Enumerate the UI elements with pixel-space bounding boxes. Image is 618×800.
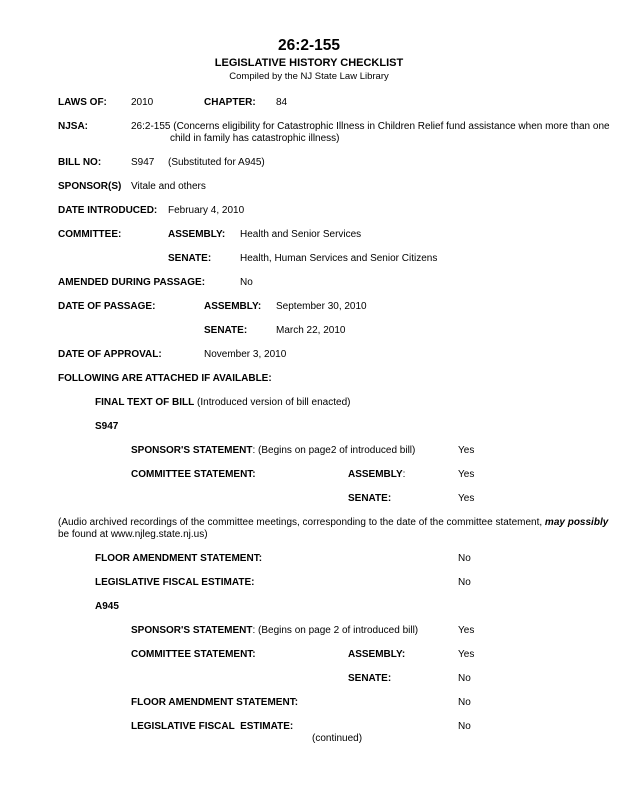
- a945-committee-assembly-value: Yes: [458, 649, 475, 660]
- compiled-by: Compiled by the NJ State Law Library: [229, 71, 389, 82]
- audio-note-emphasis: may possibly: [544, 517, 609, 528]
- laws-of-year: 2010: [131, 97, 154, 108]
- audio-note-line2: be found at www.njleg.state.nj.us): [58, 529, 208, 540]
- passage-senate-label: SENATE:: [204, 325, 248, 336]
- chapter-number: 84: [276, 97, 288, 108]
- attached-heading: FOLLOWING ARE ATTACHED IF AVAILABLE:: [58, 373, 272, 384]
- committee-label: COMMITTEE:: [58, 229, 122, 240]
- bill-number: S947: [131, 157, 155, 168]
- s947-sponsor-statement-label: SPONSOR'S STATEMENT: [131, 445, 253, 456]
- floor-amendment-value: No: [458, 553, 471, 564]
- a945-fiscal-estimate-label: LEGISLATIVE FISCAL ESTIMATE:: [131, 721, 294, 732]
- final-text-label: FINAL TEXT OF BILL: [95, 397, 195, 408]
- fiscal-estimate-label: LEGISLATIVE FISCAL ESTIMATE:: [95, 577, 255, 588]
- s947-committee-statement-label: COMMITTEE STATEMENT:: [131, 469, 256, 480]
- committee-senate-value: Health, Human Services and Senior Citizens: [240, 253, 438, 264]
- date-introduced-value: February 4, 2010: [168, 205, 245, 216]
- a945-committee-senate-value: No: [458, 673, 471, 684]
- date-of-approval-value: November 3, 2010: [204, 349, 287, 360]
- committee-assembly-label: ASSEMBLY:: [168, 229, 226, 240]
- njsa-description-line1: 26:2-155 (Concerns eligibility for Catastrophic Illness in Children Relief fund assistance when more than one: [131, 121, 610, 132]
- chapter-label: CHAPTER:: [204, 97, 256, 108]
- document-title: LEGISLATIVE HISTORY CHECKLIST: [214, 57, 404, 69]
- s947-sponsor-statement-note: : (Begins on page2 of introduced bill): [252, 445, 416, 456]
- a945-label: A945: [95, 601, 119, 612]
- date-of-passage-label: DATE OF PASSAGE:: [58, 301, 156, 312]
- laws-of-label: LAWS OF:: [58, 97, 107, 108]
- passage-assembly-label: ASSEMBLY:: [204, 301, 262, 312]
- final-text-row: [95, 397, 350, 409]
- a945-sponsor-statement-row: [131, 625, 418, 637]
- a945-floor-amendment-label: FLOOR AMENDMENT STATEMENT:: [131, 697, 299, 708]
- committee-senate-label: SENATE:: [168, 253, 212, 264]
- a945-sponsor-statement-label: SPONSOR'S STATEMENT: [131, 625, 253, 636]
- sponsors-value: Vitale and others: [131, 181, 206, 192]
- a945-committee-assembly-label: ASSEMBLY:: [348, 649, 406, 660]
- njsa-description-line2: child in family has catastrophic illness): [170, 133, 340, 144]
- s947-committee-assembly-label: ASSEMBLY: [348, 469, 403, 480]
- committee-assembly-value: Health and Senior Services: [240, 229, 362, 240]
- s947-committee-senate-label: SENATE:: [348, 493, 392, 504]
- a945-floor-amendment-value: No: [458, 697, 471, 708]
- s947-sponsor-statement-value: Yes: [458, 445, 475, 456]
- s947-committee-senate-value: Yes: [458, 493, 475, 504]
- a945-sponsor-statement-note: : (Begins on page 2 of introduced bill): [252, 625, 419, 636]
- a945-fiscal-estimate-value: No: [458, 721, 471, 732]
- final-text-note: (Introduced version of bill enacted): [194, 397, 351, 408]
- sponsors-label: SPONSOR(S): [58, 181, 122, 192]
- njsa-label: NJSA:: [58, 121, 89, 132]
- fiscal-estimate-value: No: [458, 577, 471, 588]
- a945-committee-statement-label: COMMITTEE STATEMENT:: [131, 649, 256, 660]
- date-of-approval-label: DATE OF APPROVAL:: [58, 349, 162, 360]
- passage-assembly-date: September 30, 2010: [276, 301, 367, 312]
- date-introduced-label: DATE INTRODUCED:: [58, 205, 158, 216]
- audio-note-text: (Audio archived recordings of the committee meetings, corresponding to the date of the committee statement,: [58, 517, 545, 528]
- audio-note-line1: [58, 517, 608, 529]
- passage-senate-date: March 22, 2010: [276, 325, 346, 336]
- amended-value: No: [240, 277, 253, 288]
- citation-heading: 26:2-155: [277, 37, 341, 54]
- bill-substituted-note: (Substituted for A945): [168, 157, 265, 168]
- s947-committee-assembly-colon: :: [402, 469, 406, 480]
- floor-amendment-label: FLOOR AMENDMENT STATEMENT:: [95, 553, 263, 564]
- continued-note: (continued): [312, 733, 363, 744]
- a945-committee-senate-label: SENATE:: [348, 673, 392, 684]
- s947-committee-assembly-row: [348, 469, 405, 481]
- s947-sponsor-statement-row: [131, 445, 415, 457]
- amended-label: AMENDED DURING PASSAGE:: [58, 277, 206, 288]
- s947-committee-assembly-value: Yes: [458, 469, 475, 480]
- a945-sponsor-statement-value: Yes: [458, 625, 475, 636]
- s947-label: S947: [95, 421, 119, 432]
- bill-no-label: BILL NO:: [58, 157, 102, 168]
